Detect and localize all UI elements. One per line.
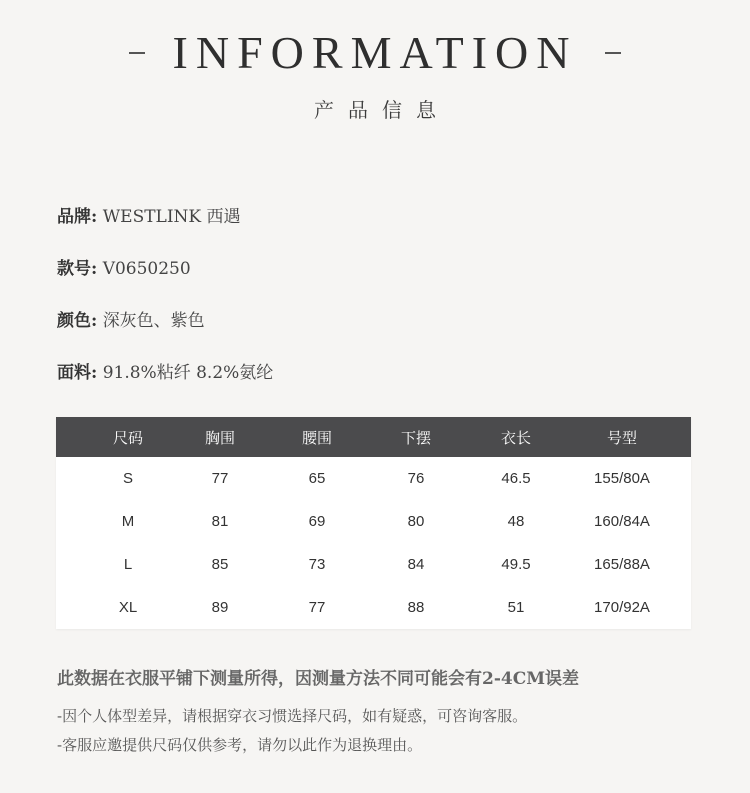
table-cell: 155/80A xyxy=(594,470,650,487)
table-row xyxy=(56,500,691,543)
size-table xyxy=(56,417,691,629)
table-cell: 77 xyxy=(308,599,326,616)
info-value: WESTLINK 西遇 xyxy=(102,207,241,227)
table-cell: 46.5 xyxy=(501,470,531,487)
table-cell: 81 xyxy=(211,513,229,530)
table-cell: 69 xyxy=(308,513,326,530)
table-cell: 165/88A xyxy=(594,556,650,573)
info-row-style xyxy=(57,254,273,306)
header-cell: 衣长 xyxy=(500,428,531,447)
tip-line: -客服应邀提供尺码仅供参考，请勿以此作为退换理由。 xyxy=(57,736,423,754)
table-cell: M xyxy=(121,513,135,530)
measurement-note: 此数据在衣服平铺下测量所得，因测量方法不同可能会有2-4CM误差 xyxy=(57,669,580,689)
dash-left xyxy=(129,52,145,54)
table-cell: 84 xyxy=(407,556,425,573)
table-cell: 65 xyxy=(308,470,326,487)
table-cell: 80 xyxy=(407,513,425,530)
info-value: V0650250 xyxy=(102,259,191,279)
info-row-color xyxy=(57,306,273,358)
table-row xyxy=(56,543,691,586)
table-cell: L xyxy=(123,556,133,573)
info-key: 品牌: xyxy=(57,207,98,227)
header-cell: 腰围 xyxy=(301,428,332,447)
dash-right xyxy=(605,52,621,54)
info-row-brand xyxy=(57,202,273,254)
table-cell: XL xyxy=(118,599,138,616)
table-cell: 49.5 xyxy=(501,556,531,573)
table-cell: 89 xyxy=(211,599,229,616)
info-key: 颜色: xyxy=(57,311,98,331)
info-row-fabric xyxy=(57,358,273,410)
table-cell: 73 xyxy=(308,556,326,573)
header-cell: 下摆 xyxy=(400,428,431,447)
page-title: INFORMATION xyxy=(172,27,578,78)
info-value: 深灰色、紫色 xyxy=(102,311,205,331)
table-row xyxy=(56,457,691,500)
table-cell: S xyxy=(122,470,133,487)
table-cell: 170/92A xyxy=(594,599,650,616)
info-key: 面料: xyxy=(57,363,98,383)
tips xyxy=(57,702,527,760)
info-key: 款号: xyxy=(57,259,98,279)
table-body xyxy=(56,457,691,629)
table-cell: 76 xyxy=(407,470,425,487)
table-cell: 51 xyxy=(507,599,525,616)
header xyxy=(0,27,750,123)
table-cell: 160/84A xyxy=(594,513,650,530)
table-cell: 48 xyxy=(507,513,525,530)
table-cell: 88 xyxy=(407,599,425,616)
tip-line: -因个人体型差异，请根据穿衣习惯选择尺码，如有疑惑，可咨询客服。 xyxy=(57,707,528,725)
title-row xyxy=(0,27,750,78)
header-cell: 号型 xyxy=(606,428,637,447)
header-cell: 胸围 xyxy=(204,428,235,447)
page-subtitle: 产品信息 xyxy=(314,98,450,122)
table-cell: 85 xyxy=(211,556,229,573)
table-cell: 77 xyxy=(211,470,229,487)
product-info xyxy=(57,202,273,410)
info-value: 91.8%粘纤 8.2%氨纶 xyxy=(102,363,274,383)
table-row xyxy=(56,586,691,629)
header-cell: 尺码 xyxy=(112,428,143,447)
table-header xyxy=(56,417,691,457)
